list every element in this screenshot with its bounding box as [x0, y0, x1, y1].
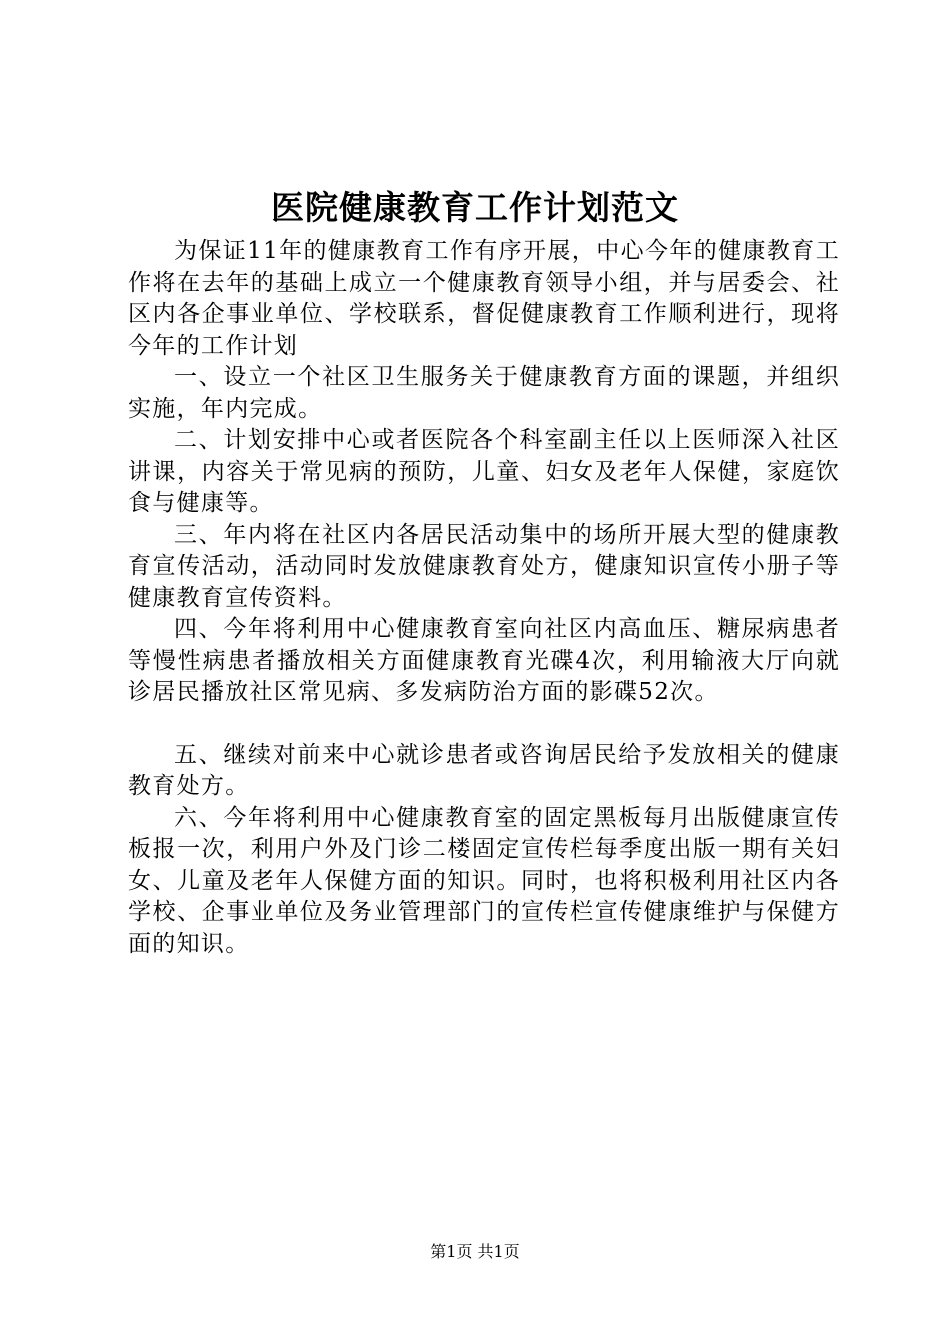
document-body — [128, 236, 840, 960]
plan-item-4: 四、今年将利用中心健康教育室向社区内高血压、糖尿病患者等慢性病患者播放相关方面健康教育光碟4次，利用输液大厅向就诊居民播放社区常见病、多发病防治方面的影碟52次。 — [128, 616, 840, 705]
page-footer: 第1页 共1页 — [430, 1242, 520, 1261]
plan-item-1: 一、设立一个社区卫生服务关于健康教育方面的课题，并组织实施，年内完成。 — [128, 364, 840, 422]
plan-item-3: 三、年内将在社区内各居民活动集中的场所开展大型的健康教育宣传活动，活动同时发放健康教育处方，健康知识宣传小册子等健康教育宣传资料。 — [128, 521, 840, 611]
document-title: 医院健康教育工作计划范文 — [271, 188, 679, 227]
plan-item-6: 六、今年将利用中心健康教育室的固定黑板每月出版健康宣传板报一次，利用户外及门诊二楼固定宣传栏每季度出版一期有关妇女、儿童及老年人保健方面的知识。同时，也将积极利用社区内各学校、企事业单位及务业管理部门的宣传栏宣传健康维护与保健方面的知识。 — [128, 804, 840, 957]
plan-item-5: 五、继续对前来中心就诊患者或咨询居民给予发放相关的健康教育处方。 — [128, 741, 840, 799]
plan-item-2: 二、计划安排中心或者医院各个科室副主任以上医师深入社区讲课，内容关于常见病的预防，儿童、妇女及老年人保健，家庭饮食与健康等。 — [128, 427, 840, 516]
intro-paragraph: 为保证11年的健康教育工作有序开展，中心今年的健康教育工作将在去年的基础上成立一个健康教育领导小组，并与居委会、社区内各企事业单位、学校联系，督促健康教育工作顺利进行，现将今年的工作计划 — [128, 238, 840, 359]
